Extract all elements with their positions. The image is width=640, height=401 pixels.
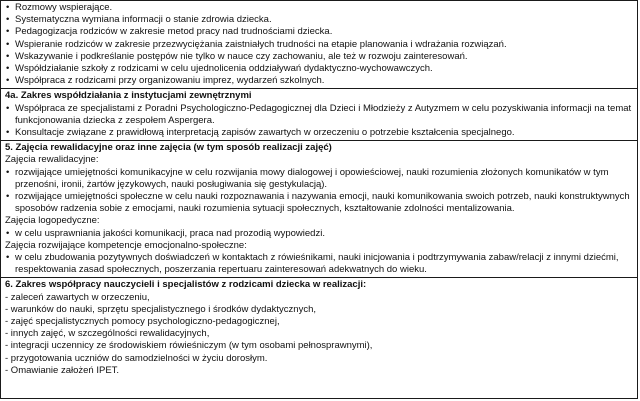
list-item: - przygotowania uczniów do samodzielności w życiu dorosłym. (5, 352, 268, 364)
list-item: • rozwijające umiejętności społeczne w celu nauki rozpoznawania i nazywania emocji, nauki komunikowania swoich potrzeb, nauki konstruktywnych sposobów radzenia sobie z emocjami, nauki rozumienia sytuacji społecznych, kształtowanie zdolności mentalizowania. (5, 191, 633, 215)
list-item: • Systematyczna wymiana informacji o stanie zdrowia dziecka. (5, 14, 633, 26)
list-item: - innych zajęć, w szczególności rewalidacyjnych, (5, 328, 210, 340)
list-item: - Omawianie założeń IPET. (5, 364, 120, 376)
parent-cooperation-list (5, 2, 633, 87)
section-heading: 4a. Zakres współdziałania z instytucjami zewnętrznymi (5, 90, 252, 102)
list-item: • Współpraca z rodzicami przy organizowaniu imprez, wydarzeń szkolnych. (5, 75, 633, 87)
list-item: • Wspieranie rodziców w zakresie przezwyciężania zaistniałych trudności na etapie planowania i wdrażania rozwiązań. (5, 39, 633, 51)
subheading-emotional-social: Zajęcia rozwijające kompetencje emocjonalno-społeczne: (5, 239, 247, 251)
section-parent-cooperation (1, 1, 637, 89)
list-item: - warunków do nauki, sprzętu specjalistycznego i środków dydaktycznych, (5, 303, 317, 315)
list-item: - zaleceń zawartych w orzeczeniu, (5, 291, 150, 303)
list-item: • Rozmowy wspierające. (5, 2, 633, 14)
subheading-speech-therapy: Zajęcia logopedyczne: (5, 215, 100, 227)
section-5 (1, 141, 637, 278)
subheading-rewalidation: Zajęcia rewalidacyjne: (5, 154, 99, 166)
list-item: • w celu usprawniania jakości komunikacji, praca nad prozodią wypowiedzi. (5, 228, 633, 240)
list-item: • Konsultacje związane z prawidłową interpretacją zapisów zawartych w orzeczeniu o potrzebie kształcenia specjalnego. (5, 127, 633, 139)
institutions-list (5, 103, 633, 140)
section-4a (1, 89, 637, 141)
list-item: • Pedagogizacja rodziców w zakresie metod pracy nad trudnościami dziecka. (5, 26, 633, 38)
speech-therapy-list (5, 228, 633, 240)
section-heading: 5. Zajęcia rewalidacyjne oraz inne zajęcia (w tym sposób realizacji zajęć) (5, 142, 332, 154)
emotional-social-list (5, 252, 633, 276)
list-item: - integracji uczennicy ze środowiskiem rówieśniczym (w tym osobami pełnosprawnymi), (5, 340, 373, 352)
section-6 (1, 278, 637, 378)
teacher-parent-cooperation-list (5, 292, 633, 377)
list-item: • rozwijające umiejętności komunikacyjne w celu rozwijania mowy dialogowej i opowieściowej, nauki rozumienia złożonych komunikatów w tym przenośni, ironii, żartów językowych, nauki posługiwania się gestykulacją). (5, 167, 633, 191)
list-item: • Wskazywanie i podkreślanie postępów nie tylko w nauce czy zachowaniu, ale też w rozwoju zainteresowań. (5, 51, 633, 63)
list-item: • w celu zbudowania pozytywnych doświadczeń w kontaktach z rówieśnikami, nauki inicjowania i podtrzymywania zabaw/relacji z innymi dziećmi, respektowania zasad społecznych, poszerzania repertuaru zainteresowań adekwatnych do wieku. (5, 252, 633, 276)
list-item: • Współpraca ze specjalistami z Poradni Psychologiczno-Pedagogicznej dla Dzieci i Młodzieży z Autyzmem w celu pozyskiwania informacji na temat funkcjonowania dziecka z zespołem Aspergera. (5, 103, 633, 127)
list-item: • Współdziałanie szkoły z rodzicami w celu ujednolicenia oddziaływań dydaktyczno-wychowawczych. (5, 63, 633, 75)
rewalidation-list (5, 167, 633, 216)
section-heading: 6. Zakres współpracy nauczycieli i specjalistów z rodzicami dziecka w realizacji: (5, 279, 367, 291)
list-item: - zajęć specjalistycznych pomocy psychologiczno-pedagogicznej, (5, 316, 280, 328)
